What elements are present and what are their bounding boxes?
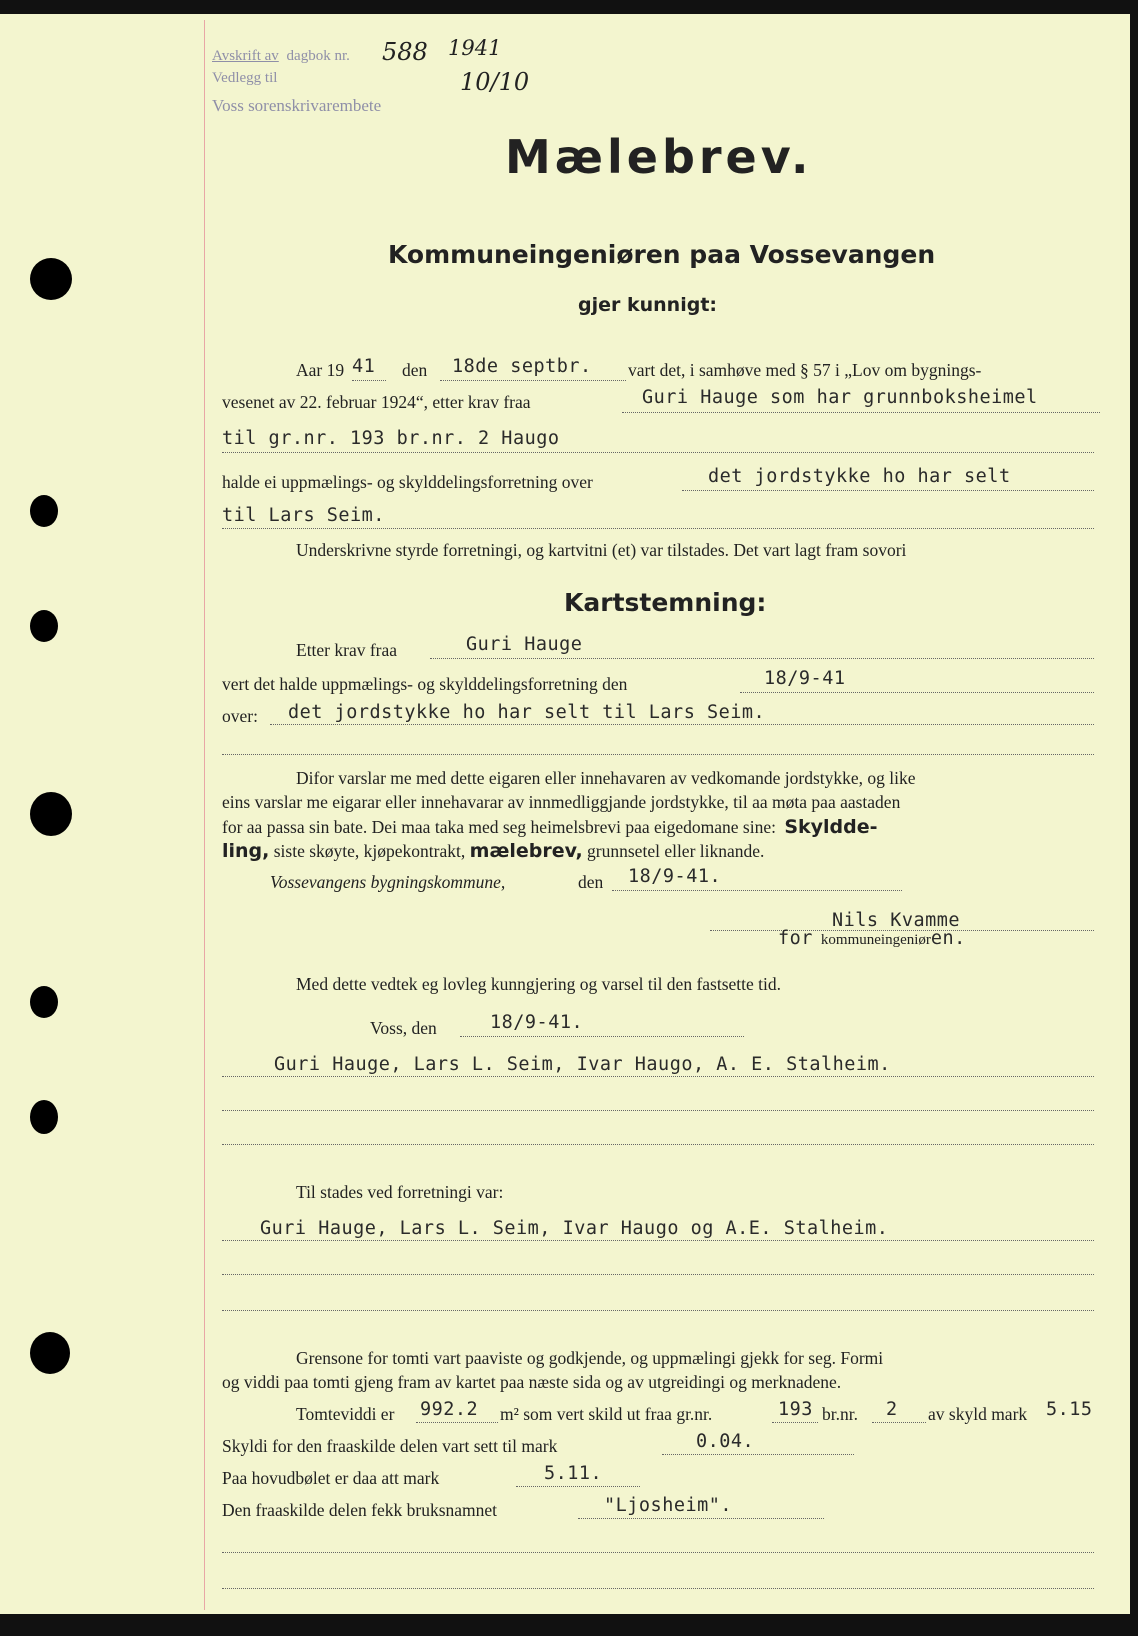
vedtek-signers-dots (222, 1076, 1094, 1077)
notice-line-3-bold: Skyldde- (784, 816, 878, 838)
over-value: det jordstykke ho har selt til Lars Seim. (288, 702, 766, 723)
signer-role-suffix: en. (930, 928, 966, 949)
etter-value: Guri Hauge (466, 634, 583, 655)
present-names: Guri Hauge, Lars L. Seim, Ivar Haugo og A.E. Stalheim. (260, 1218, 889, 1239)
blank-line-dots (222, 754, 1094, 755)
present-blank-dots-2 (222, 1310, 1094, 1311)
present-label: Til stades ved forretningi var: (296, 1182, 504, 1202)
intro-requester-dots (622, 412, 1100, 413)
intro-den-value: 18de septbr. (452, 356, 592, 377)
grnr-value: 193 (778, 1399, 813, 1420)
intro-den-label: den (402, 360, 428, 380)
intro-object-dots (682, 490, 1094, 491)
brnr-label: br.nr. (822, 1404, 858, 1424)
brnr-dots (872, 1422, 926, 1423)
voss-date-dots (460, 1036, 744, 1037)
document-title: Mælebrev. (505, 130, 813, 184)
etter-dots (430, 658, 1094, 659)
signer-role: kommuneingeniør (820, 932, 931, 948)
intro-buyer-dots (222, 528, 1094, 529)
stamp-dagbok-number: 588 (382, 38, 428, 66)
stamp-year: 1941 (448, 36, 502, 60)
intro-line4-head: halde ei uppmælings- og skylddelingsforretning over (222, 472, 593, 492)
scan-edge-bottom (0, 1614, 1138, 1636)
notice-line-4-text-a: siste skøyte, kjøpekontrakt, (273, 841, 466, 861)
place-date: 18/9-41. (628, 866, 722, 887)
intro-den-dots (440, 380, 626, 381)
stamp-office: Voss sorenskrivarembete (212, 96, 382, 115)
vedtek-signers: Guri Hauge, Lars L. Seim, Ivar Haugo, A. E. Stalheim. (274, 1054, 891, 1075)
punch-hole (30, 792, 72, 836)
vert-label: vert det halde uppmælings- og skylddelingsforretning den (222, 674, 628, 694)
final-dots-1 (222, 1552, 1094, 1553)
vedtek-blank-dots-2 (222, 1144, 1094, 1145)
vedtek-text: Med dette vedtek eg lovleg kunngjering og varsel til den fastsette tid. (296, 974, 782, 994)
over-label: over: (222, 706, 258, 726)
notice-line-4 (222, 840, 764, 862)
margin-rule (204, 20, 205, 1610)
notice-line-2: eins varslar me eigarar eller innehavarar av innmedliggjande jordstykke, til aa møta paa aastaden (222, 792, 901, 812)
notice-line-3-text: for aa passa sin bate. Dei maa taka med seg heimelsbrevi paa eigedomane sine: (222, 817, 776, 837)
signer-role-line (778, 928, 966, 949)
over-dots (270, 724, 1094, 725)
skyldi-label: Skyldi for den fraaskilde delen vart sett til mark (222, 1436, 558, 1456)
vedtek-blank-dots-1 (222, 1110, 1094, 1111)
present-blank-dots-1 (222, 1274, 1094, 1275)
namn-label: Den fraaskilde delen fekk bruksnamnet (222, 1500, 498, 1520)
voss-label: Voss, den (370, 1018, 437, 1038)
intro-line1-tail: vart det, i samhøve med § 57 i „Lov om bygnings- (628, 360, 982, 380)
place-label: Vossevangens bygningskommune, (270, 872, 506, 892)
intro-requester: Guri Hauge som har grunnboksheimel (642, 387, 1038, 408)
scan-edge-top (0, 0, 1138, 14)
notice-line-3 (222, 816, 878, 838)
signer-for: for (778, 928, 813, 949)
voss-date: 18/9-41. (490, 1012, 584, 1033)
kartstemning-heading: Kartstemning: (564, 588, 767, 617)
stamp-date-hand: 10/10 (460, 68, 530, 96)
punch-hole (30, 1100, 58, 1134)
final-dots-2 (222, 1588, 1094, 1589)
stamp-vedlegg: Vedlegg til (212, 70, 278, 86)
notice-line-4-bold-b: mælebrev, (469, 840, 583, 862)
stamp-dagbok: dagbok nr. (286, 48, 350, 64)
intro-aar-value: 41 (352, 356, 376, 377)
present-names-dots (222, 1240, 1094, 1241)
intro-aar-dots (352, 380, 386, 381)
brnr-value: 2 (886, 1399, 898, 1420)
intro-property-dots (222, 452, 1094, 453)
punch-hole (30, 1332, 70, 1374)
vert-value: 18/9-41 (764, 668, 846, 689)
punch-hole (30, 986, 58, 1018)
grnr-dots (772, 1422, 818, 1423)
namn-value: "Ljosheim". (604, 1495, 733, 1516)
punch-hole (30, 258, 72, 300)
stamp-avskrift: Avskrift av (212, 48, 279, 64)
announce-heading: gjer kunnigt: (578, 294, 717, 316)
skyld-value: 5.15 (1046, 1399, 1093, 1420)
notice-line-1: Difor varslar me med dette eigaren eller innehavaren av vedkomande jordstykke, og like (296, 768, 916, 788)
intro-object: det jordstykke ho har selt (708, 466, 1011, 487)
tomt-unit: m² som vert skild ut fraa gr.nr. (500, 1404, 713, 1424)
punch-hole (30, 495, 58, 527)
stamp-line-1 (212, 48, 350, 65)
tomt-value: 992.2 (420, 1399, 479, 1420)
hovud-label: Paa hovudbølet er daa att mark (222, 1468, 440, 1488)
skyld-label: av skyld mark (928, 1404, 1028, 1424)
notice-line-4-bold-a: ling, (222, 840, 270, 862)
scan-edge-right (1130, 0, 1138, 1636)
result-line-1: Grensone for tomti vart paaviste og godkjende, og uppmælingi gjekk for seg. Formi (296, 1348, 884, 1368)
intro-line2-head: vesenet av 22. februar 1924“, etter krav fraa (222, 392, 531, 412)
skyldi-value: 0.04. (696, 1431, 755, 1452)
etter-label: Etter krav fraa (296, 640, 398, 660)
vert-dots (740, 692, 1094, 693)
punch-hole (30, 610, 58, 642)
namn-dots (578, 1518, 824, 1519)
intro-line6: Underskrivne styrde forretningi, og kartvitni (et) var tilstades. Det vart lagt fram sovori (296, 540, 907, 560)
hovud-value: 5.11. (544, 1463, 603, 1484)
place-date-dots (612, 890, 902, 891)
result-line-2: og viddi paa tomti gjeng fram av kartet paa næste sida og av utgreidingi og merknadene. (222, 1372, 842, 1392)
place-den: den (578, 872, 604, 892)
signer-name: Nils Kvamme (832, 910, 961, 931)
notice-line-4-text-b: grunnsetel eller liknande. (587, 841, 765, 861)
intro-aar-label: Aar 19 (296, 360, 345, 380)
skyldi-dots (662, 1454, 854, 1455)
tomt-label: Tomteviddi er (296, 1404, 395, 1424)
hovud-dots (516, 1486, 640, 1487)
intro-buyer: til Lars Seim. (222, 505, 385, 526)
tomt-dots (416, 1422, 498, 1423)
intro-property: til gr.nr. 193 br.nr. 2 Haugo (222, 428, 560, 449)
authority-heading: Kommuneingeniøren paa Vossevangen (388, 240, 936, 269)
